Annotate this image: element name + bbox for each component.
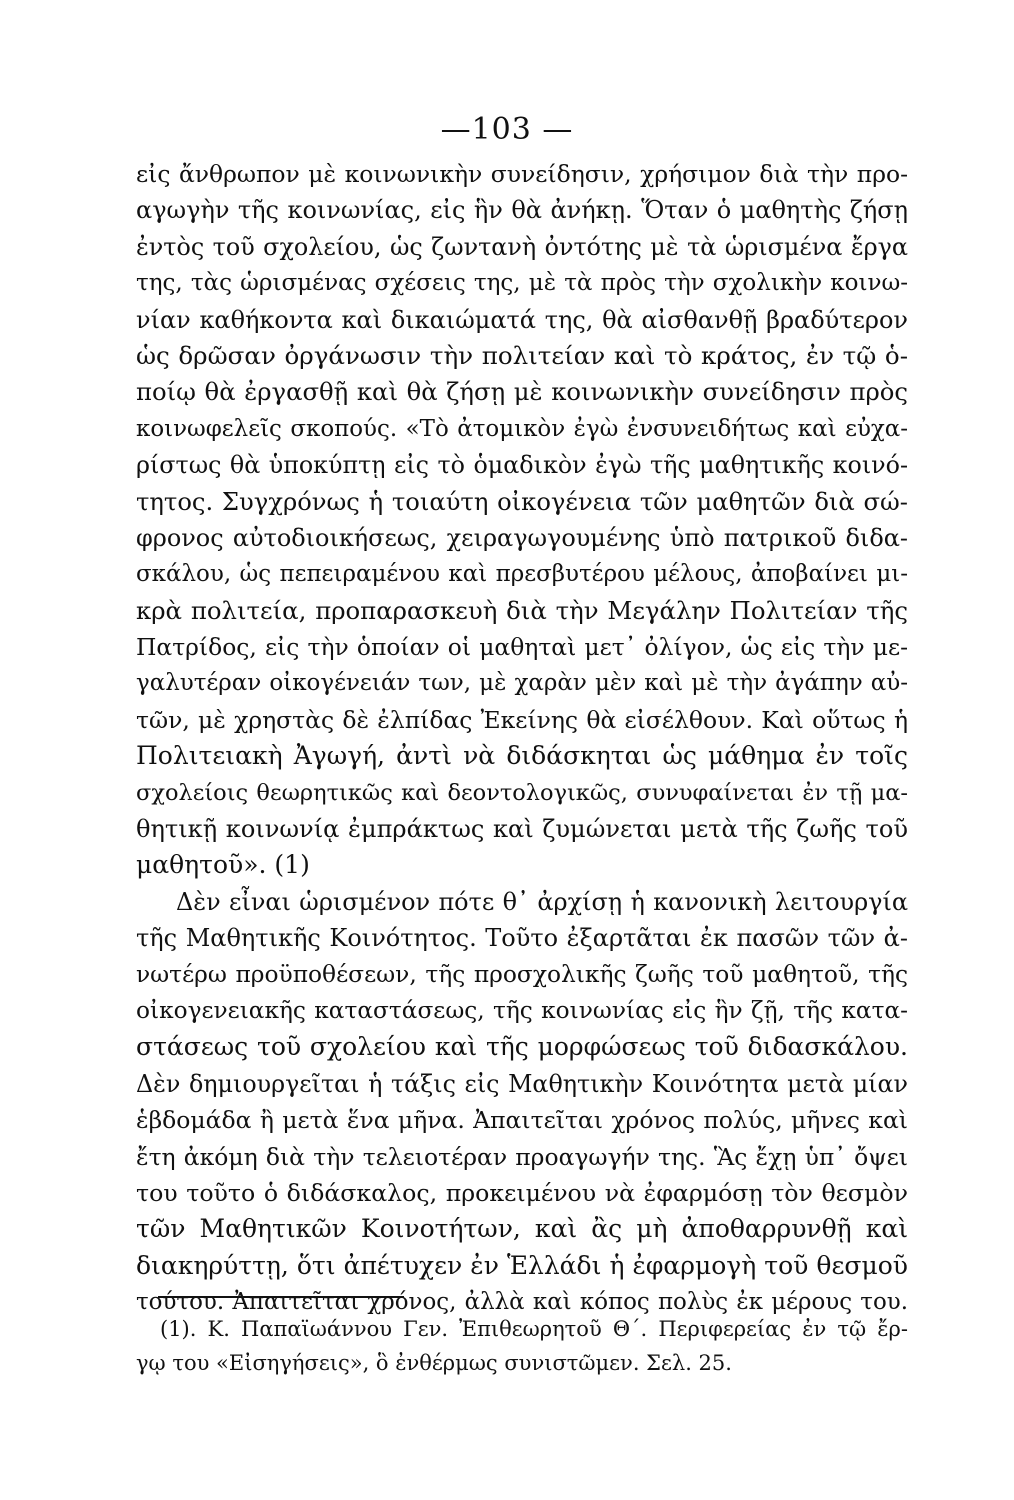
text-line: ὡς δρῶσαν ὀργάνωσιν τὴν πολιτείαν καὶ τὸ κράτος, ἐν τῷ ὁ- (136, 340, 908, 370)
footnote (136, 1312, 908, 1380)
text-line: τούτου. Ἀπαιτεῖται χρόνος, ἀλλὰ καὶ κόπος πολὺς ἐκ μέρους του. (136, 1289, 908, 1316)
text-line: φρονος αὐτοδιοικήσεως, χειραγωγουμένης ὑπὸ πατρικοῦ διδα- (136, 523, 908, 552)
footnote-line: γῳ του «Εἰσηγήσεις», ὃ ἐνθέρμως συνιστῶμεν. Σελ. 25. (136, 1351, 732, 1375)
text-line: μαθητοῦ». (1) (136, 850, 310, 880)
text-line: εἰς ἄνθρωπον μὲ κοινωνικὴν συνείδησιν, χρήσιμον διὰ τὴν προ- (136, 160, 908, 188)
text-line: ρίστως θὰ ὑποκύπτῃ εἰς τὸ ὁμαδικὸν ἐγὼ τῆς μαθητικῆς κοινό- (136, 451, 908, 480)
text-line: θητικῇ κοινωνίᾳ ἐμπράκτως καὶ ζυμώνεται μετὰ τῆς ζωῆς τοῦ (136, 815, 908, 844)
text-line: κοινωφελεῖς σκοπούς. «Τὸ ἀτομικὸν ἐγὼ ἐνσυνειδήτως καὶ εὐχα- (136, 415, 908, 442)
footnote-line: (1). Κ. Παπαϊωάννου Γεν. Ἐπιθεωρητοῦ Θ΄. Περιφερείας ἐν τῷ ἔρ- (160, 1317, 908, 1341)
text-line: στάσεως τοῦ σχολείου καὶ τῆς μορφώσεως τοῦ διδασκάλου. (136, 1032, 908, 1062)
text-line: τητος. Συγχρόνως ἡ τοιαύτη οἰκογένεια τῶν μαθητῶν διὰ σώ- (136, 486, 908, 516)
text-line: αγωγὴν τῆς κοινωνίας, εἰς ἣν θὰ ἀνήκῃ. Ὅταν ὁ μαθητὴς ζήσῃ (136, 196, 908, 225)
text-line: Πολιτειακὴ Ἀγωγή, ἀντὶ νὰ διδάσκηται ὡς μάθημα ἐν τοῖς (136, 741, 908, 771)
text-line: ἔτη ἀκόμη διὰ τὴν τελειοτέραν προαγωγήν της. Ἃς ἔχῃ ὑπ᾽ ὄψει (136, 1142, 908, 1171)
text-line: τῶν Μαθητικῶν Κοινοτήτων, καὶ ἂς μὴ ἀποθαρρυνθῇ καὶ (136, 1214, 908, 1244)
text-line: Δὲν δημιουργεῖται ἡ τάξις εἰς Μαθητικὴν Κοινότητα μετὰ μίαν (136, 1069, 908, 1098)
text-line: διακηρύττῃ, ὅτι ἀπέτυχεν ἐν Ἑλλάδι ἡ ἐφαρμογὴ τοῦ θεσμοῦ (136, 1250, 908, 1280)
page-number: —103 — (440, 112, 574, 147)
body-text (136, 156, 908, 1321)
text-line: οἰκογενειακῆς καταστάσεως, τῆς κοινωνίας εἰς ἣν ζῇ, τῆς κατα- (136, 996, 908, 1024)
text-line: ποίῳ θὰ ἐργασθῇ καὶ θὰ ζήσῃ μὲ κοινωνικὴν συνείδησιν πρὸς (136, 377, 908, 407)
text-line: τῆς Μαθητικῆς Κοινότητος. Τοῦτο ἐξαρτᾶται ἐκ πασῶν τῶν ἀ- (136, 924, 908, 953)
text-line: της, τὰς ὡρισμένας σχέσεις της, μὲ τὰ πρὸς τὴν σχολικὴν κοινω- (136, 270, 908, 297)
text-line: νίαν καθήκοντα καὶ δικαιώματά της, θὰ αἰσθανθῇ βραδύτερον (136, 305, 908, 334)
text-line: νωτέρω προϋποθέσεων, τῆς προσχολικῆς ζωῆς τοῦ μαθητοῦ, τῆς (136, 960, 908, 988)
text-line: σχολείοις θεωρητικῶς καὶ δεοντολογικῶς, συνυφαίνεται ἐν τῇ μα- (136, 779, 908, 806)
text-line: ἑβδομάδα ἢ μετὰ ἕνα μῆνα. Ἀπαιτεῖται χρόνος πολύς, μῆνες καὶ (136, 1106, 908, 1135)
text-line: Πατρίδος, εἰς τὴν ὁποίαν οἱ μαθηταὶ μετ᾽ ὀλίγον, ὡς εἰς τὴν με- (136, 633, 908, 662)
text-line: ἐντὸς τοῦ σχολείου, ὡς ζωντανὴ ὀντότης μὲ τὰ ὡρισμένα ἔργα (136, 232, 908, 261)
text-line: τῶν, μὲ χρηστὰς δὲ ἐλπίδας Ἐκείνης θὰ εἰσέλθουν. Καὶ οὕτως ἡ (136, 705, 908, 734)
text-line: του τοῦτο ὁ διδάσκαλος, προκειμένου νὰ ἐφαρμόσῃ τὸν θεσμὸν (136, 1178, 908, 1207)
footnote-rule (158, 1296, 404, 1298)
text-line: Δὲν εἶναι ὡρισμένον πότε θ᾽ ἀρχίσῃ ἡ κανονικὴ λειτουργία (176, 887, 908, 916)
text-line: γαλυτέραν οἰκογένειάν των, μὲ χαρὰν μὲν καὶ μὲ τὴν ἀγάπην αὐ- (136, 670, 908, 697)
text-line: κρὰ πολιτεία, προπαρασκευὴ διὰ τὴν Μεγάλην Πολιτείαν τῆς (136, 595, 908, 625)
text-line: σκάλου, ὡς πεπειραμένου καὶ πρεσβυτέρου μέλους, ἀποβαίνει μι- (136, 561, 908, 588)
